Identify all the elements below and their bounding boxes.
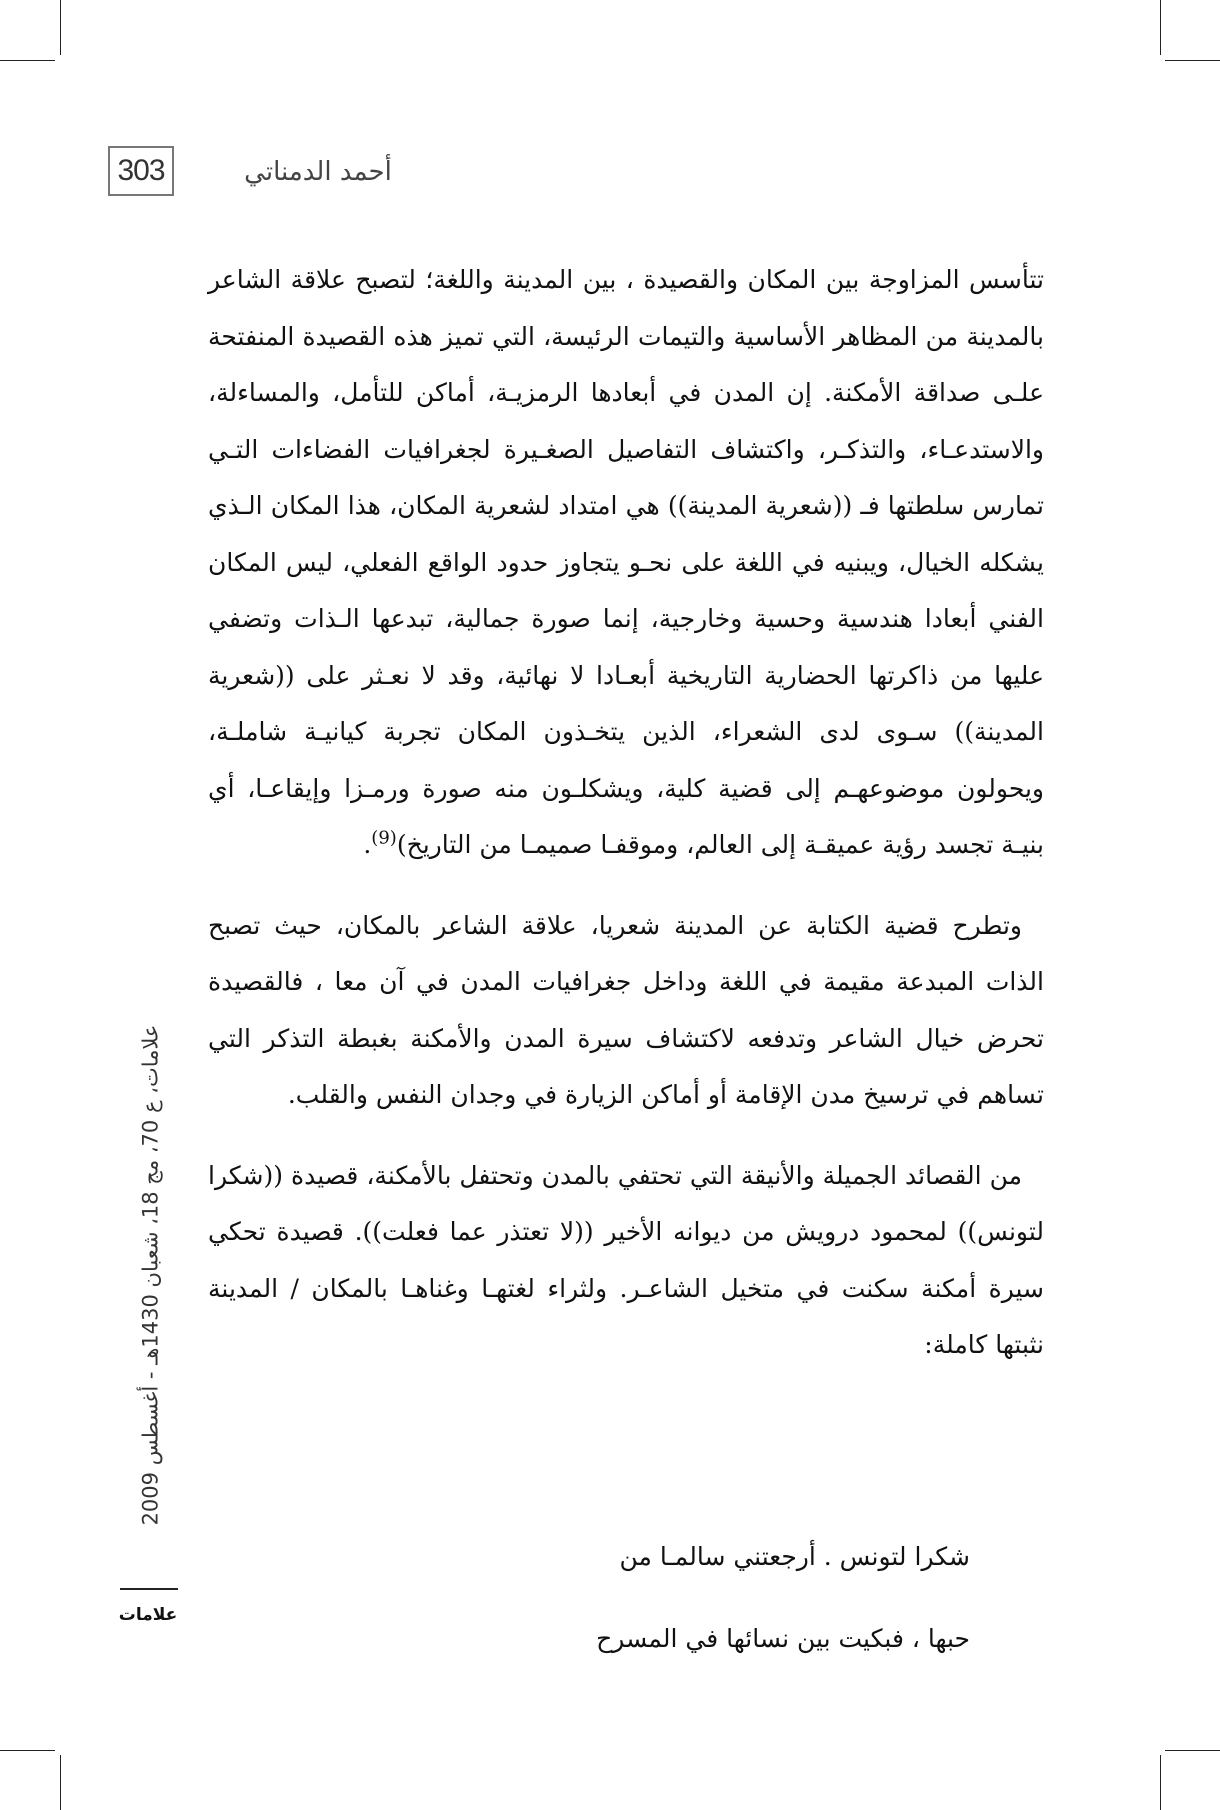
crop-mark — [60, 1755, 61, 1810]
poem-verse: شكرا لتونس . أرجعتني سالمـا من — [619, 1542, 970, 1571]
running-header-author: أحمد الدمناتي — [244, 157, 392, 187]
journal-issue-caption — [130, 965, 170, 1585]
crop-mark — [1160, 1755, 1161, 1810]
crop-mark — [1165, 60, 1220, 61]
journal-logo: علامات — [118, 1605, 178, 1625]
crop-mark — [60, 0, 61, 55]
crop-mark — [1165, 1750, 1220, 1751]
crop-mark — [0, 1750, 55, 1751]
paragraph: وتطرح قضية الكتابة عن المدينة شعريا، علاقة الشاعر بالمكان، حيث تصبح الذات المبدعة مقيمة في اللغة وداخل جغرافيات المدن في آن معا ، فالقصيدة تحرض خيال الشاعر وتدفعه لاكتشاف سيرة المدن والأمكنة بغبطة التذكر التي تساهم في ترسيخ مدن الإقامة أو أماكن الزيارة في وجدان النفس والقلب. — [208, 910, 1044, 1109]
footnote-reference: (9) — [371, 827, 397, 849]
logo-divider — [120, 1588, 178, 1590]
paragraph-text: تتأسس المزاوجة بين المكان والقصيدة ، بين المدينة واللغة؛ لتصبح علاقة الشاعر بالمدينة من المظاهر الأساسية والتيمات الرئيسة، التي تميز هذه القصيدة المنفتحة علـى صداقة الأمكنة. إن المدن في أبعادها الرمزيـة، أماكن للتأمل، والمساءلة، والاستدعـاء، والتذكـر، واكتشاف التفاصيل الصغـيرة لجغرافيات الفضاءات التـي تمارس سلطتها فـ ((شعرية المدينة)) هي امتداد لشعرية المكان، هذا المكان الـذي يشكله الخيال، ويبنيه في اللغة على نحـو يتجاوز حدود الواقع الفعلي، ليس المكان الفني أبعادا هندسية وحسية وخارجية، إنما صورة جمالية، تبدعها الـذات وتضفي عليها من ذاكرتها الحضارية التاريخية أبعـادا لا نهائية، وقد لا نعـثر على ((شعرية المدينة)) سـوى لدى الشعراء، الذين يتخـذون المكان تجربة كيانيـة شاملـة، ويحولون موضوعهـم إلى قضية كلية، ويشكلـون منه صورة ورمـزا وإيقاعـا، أي بنيـة تجسد رؤية عميقـة إلى العالم، وموقفـا صميمـا من التاريخ) — [208, 265, 1044, 859]
paragraph-end: . — [363, 830, 372, 859]
page-number: 303 — [108, 146, 174, 196]
crop-mark — [0, 60, 55, 61]
paragraph: من القصائد الجميلة والأنيقة التي تحتفي بالمدن وتحتفل بالأمكنة، قصيدة ((شكرا لتونس)) لمحمود درويش من ديوانه الأخير ((لا تعتذر عما فعلت)). قصيدة تحكي سيرة أمكنة سكنت في متخيل الشاعـر. ولثراء لغتهـا وغناهـا بالمكان / المدينة نثبتها كاملة: — [208, 1160, 1044, 1359]
poem-excerpt — [430, 1516, 970, 1680]
journal-issue-text: علامات، ع 70، مج 18، شعبان 1430هـ - أغسطس 2009 — [138, 1024, 163, 1526]
poem-verse: حبها ، فبكيت بين نسائها في المسرح — [596, 1624, 970, 1653]
article-body — [208, 252, 1044, 1374]
crop-mark — [1160, 0, 1161, 55]
paragraph — [208, 252, 1044, 874]
